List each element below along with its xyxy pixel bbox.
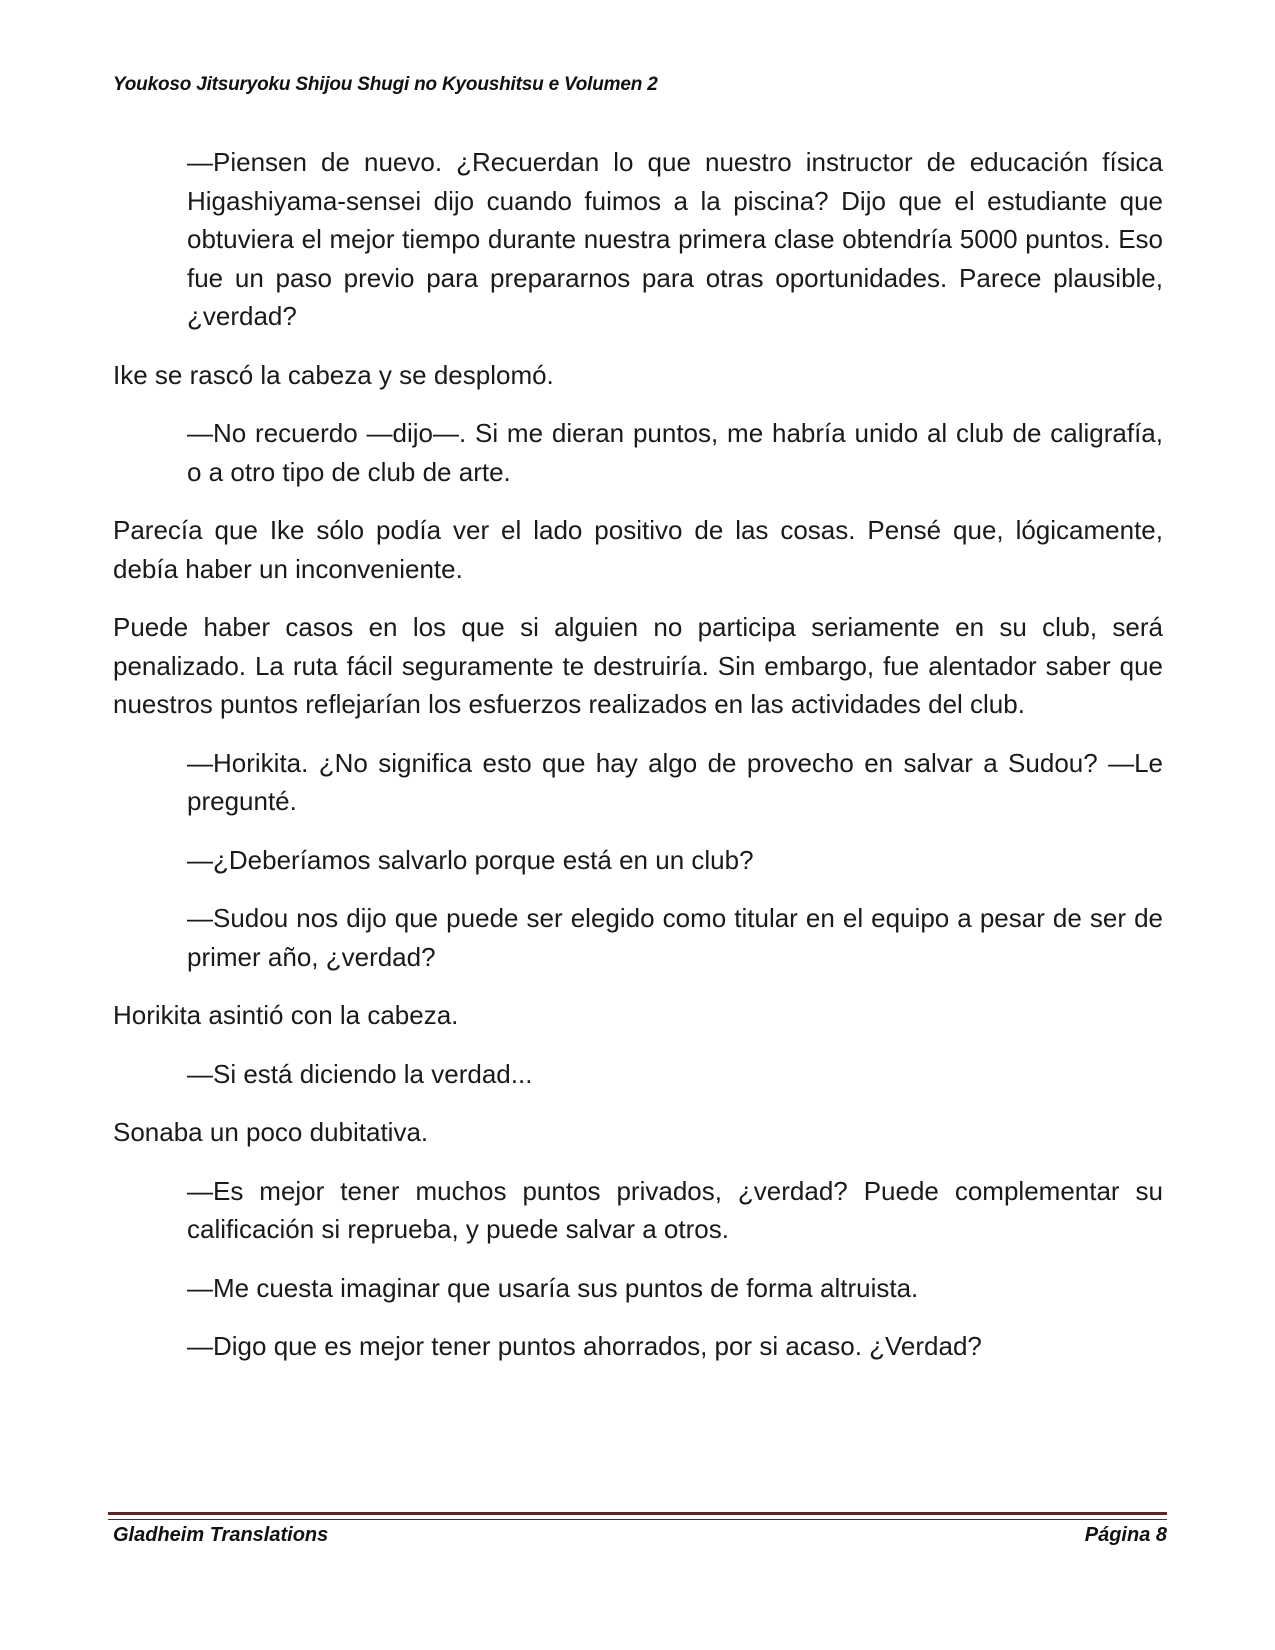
dialogue-paragraph: —Horikita. ¿No significa esto que hay algo de provecho en salvar a Sudou? —Le pregunté. xyxy=(187,747,1163,816)
dialogue-paragraph: —Piensen de nuevo. ¿Recuerdan lo que nuestro instructor de educación física Higashiyama-sensei dijo cuando fuimos a la piscina? Dijo que el estudiante que obtuviera el mejor tiempo durante nuestra primera clase obtendría 5000 puntos. Eso fue un paso previo para prepararnos para otras oportunidades. Parece plausible, ¿verdad? xyxy=(187,147,1163,331)
running-header-title: Youkoso Jitsuryoku Shijou Shugi no Kyoushitsu e Volumen 2 xyxy=(113,74,658,95)
dialogue-paragraph: —Sudou nos dijo que puede ser elegido como titular en el equipo a pesar de ser de primer año, ¿verdad? xyxy=(187,903,1163,972)
dialogue-paragraph: —Es mejor tener muchos puntos privados, ¿verdad? Puede complementar su calificación si reprueba, y puede salvar a otros. xyxy=(187,1175,1163,1244)
dialogue-paragraph: —No recuerdo —dijo—. Si me dieran puntos, me habría unido al club de caligrafía, o a otro tipo de club de arte. xyxy=(187,418,1163,487)
dialogue-paragraph: —Digo que es mejor tener puntos ahorrados, por si acaso. ¿Verdad? xyxy=(187,1331,982,1361)
footer-page-number: Página 8 xyxy=(1084,1524,1167,1546)
page-body xyxy=(113,143,1163,1386)
footer-divider xyxy=(108,1512,1167,1520)
dialogue-paragraph: —Si está diciendo la verdad... xyxy=(187,1058,533,1089)
narration-paragraph: Sonaba un poco dubitativa. xyxy=(113,1117,429,1147)
narration-paragraph: Horikita asintió con la cabeza. xyxy=(113,1000,459,1030)
footer-publisher: Gladheim Translations xyxy=(113,1524,329,1546)
narration-paragraph: Ike se rascó la cabeza y se desplomó. xyxy=(113,359,554,390)
dialogue-paragraph: —¿Deberíamos salvarlo porque está en un club? xyxy=(187,844,754,875)
narration-paragraph: Parecía que Ike sólo podía ver el lado positivo de las cosas. Pensé que, lógicamente, debía haber un inconveniente. xyxy=(113,515,1163,584)
narration-paragraph: Puede haber casos en los que si alguien no participa seriamente en su club, será penalizado. La ruta fácil seguramente te destruiría. Sin embargo, fue alentador saber que nuestros puntos reflejarían los esfuerzos realizados en las actividades del club. xyxy=(113,612,1163,719)
dialogue-paragraph: —Me cuesta imaginar que usaría sus puntos de forma altruista. xyxy=(187,1272,919,1303)
